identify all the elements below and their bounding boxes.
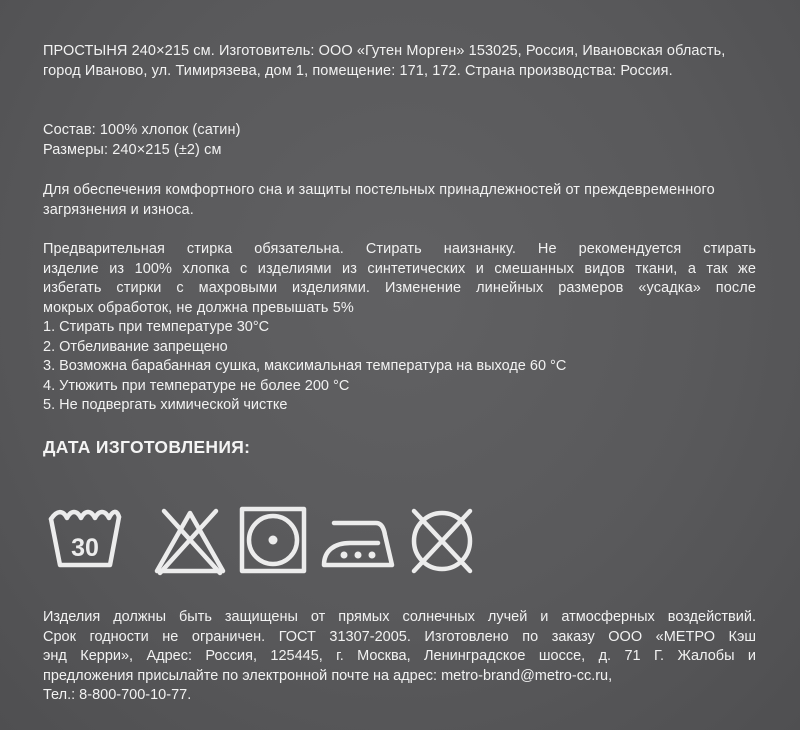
no-bleach-icon — [152, 505, 228, 577]
care-instruction-item: 3. Возможна барабанная сушка, максимальная температура на выходе 60 °C — [43, 358, 567, 374]
composition-text: Состав: 100% хлопок (сатин) — [43, 122, 241, 138]
care-instructions-list — [43, 318, 566, 416]
manufacture-date-title: ДАТА ИЗГОТОВЛЕНИЯ: — [43, 437, 251, 457]
dimensions-text: Размеры: 240×215 (±2) см — [43, 141, 222, 158]
care-instruction-item: 5. Не подвергать химической чистке — [43, 397, 288, 413]
washing-note-line: избегать стирки с махровыми изделиями. Изменение линейных размеров «усадка» после — [43, 280, 756, 296]
footer-line: Срок годности не ограничен. ГОСТ 31307-2005. Изготовлено по заказу ООО «МЕТРО Кэш — [43, 628, 756, 645]
care-instruction-item: 4. Утюжить при температуре не более 200 °C — [43, 377, 350, 394]
care-instruction-item: 1. Стирать при температуре 30°C — [43, 319, 270, 335]
washing-note — [43, 240, 756, 318]
footer-line: предложения присылайте по электронной почте на адрес: metro-brand@metro-cc.ru, — [43, 667, 613, 684]
wash-30-icon — [48, 505, 122, 577]
no-dry-clean-icon — [404, 505, 480, 577]
footer-text — [43, 608, 756, 706]
footer-line: Тел.: 8-800-700-10-77. — [43, 687, 192, 703]
washing-note-line: мокрых обработок, не должна превышать 5% — [43, 299, 354, 316]
purpose-text: Для обеспечения комфортного сна и защиты постельных принадлежностей от преждевременного загрязнения и износа. — [43, 182, 715, 218]
composition-block — [43, 121, 756, 160]
product-info-text: ПРОСТЫНЯ 240×215 см. Изготовитель: ООО «Гутен Морген» 153025, Россия, Ивановская область, город Иваново, ул. Тимирязева, дом 1, помещение: 171, 172. Страна производства: Россия. — [43, 43, 726, 79]
wash-temperature-label: 30 — [71, 534, 99, 562]
iron-high-icon — [318, 505, 400, 577]
care-symbols-row — [48, 505, 468, 585]
washing-note-line: Предварительная стирка обязательна. Стирать наизнанку. Не рекомендуется стирать — [43, 241, 756, 257]
footer-line: Изделия должны быть защищены от прямых солнечных лучей и атмосферных воздействий. — [43, 609, 756, 625]
washing-note-line: изделие из 100% хлопка с изделиями из синтетических и смешанных видов ткани, а так же — [43, 260, 756, 277]
footer-line: энд Керри», Адрес: Россия, 125445, г. Москва, Ленинградское шоссе, д. 71 Г. Жалобы и — [43, 648, 756, 664]
tumble-dry-icon — [238, 505, 310, 577]
care-instruction-item: 2. Отбеливание запрещено — [43, 338, 228, 355]
